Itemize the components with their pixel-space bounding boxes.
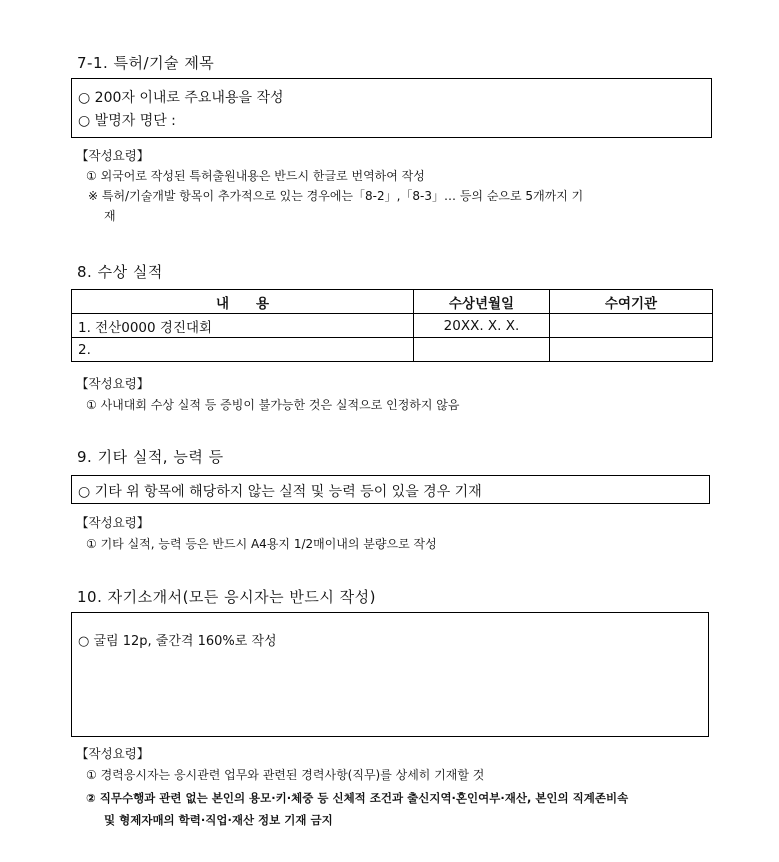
section-7-title: 7-1. 특허/기술 제목 bbox=[77, 54, 215, 72]
col-header-date: 수상년월일 bbox=[414, 290, 550, 314]
other-achievements-box[interactable] bbox=[71, 475, 710, 504]
guide-title-7: 【작성요령】 bbox=[76, 148, 150, 163]
guide-8-item-1: ① 사내대회 수상 실적 등 증빙이 불가능한 것은 실적으로 인정하지 않음 bbox=[86, 398, 460, 412]
section-9-title: 9. 기타 실적, 능력 등 bbox=[77, 448, 224, 466]
guide-10-item-2-line1: ② 직무수행과 관련 없는 본인의 용모·키·체중 등 신체적 조건과 출신지역·혼인여부·재산, 본인의 직계존비속 bbox=[86, 791, 629, 805]
guide-7-note-line1: ※ 특허/기술개발 항목이 추가적으로 있는 경우에는「8-2」,「8-3」… 등의 순으로 5개까지 기 bbox=[88, 189, 584, 203]
box-line-format: ○ 굴림 12p, 줄간격 160%로 작성 bbox=[78, 634, 277, 649]
patent-info-box[interactable] bbox=[71, 78, 712, 138]
cell-org[interactable] bbox=[550, 314, 713, 338]
section-10-title: 10. 자기소개서(모든 응시자는 반드시 작성) bbox=[77, 588, 376, 606]
table-header-row bbox=[72, 290, 713, 314]
awards-table bbox=[71, 289, 713, 362]
cell-date[interactable]: 20XX. X. X. bbox=[414, 314, 550, 338]
cell-org[interactable] bbox=[550, 338, 713, 362]
guide-10-item-2-line2: 및 형제자매의 학력·직업·재산 정보 기재 금지 bbox=[104, 813, 333, 827]
col-header-org: 수여기관 bbox=[550, 290, 713, 314]
col-header-content: 내 용 bbox=[72, 290, 414, 314]
self-introduction-box[interactable] bbox=[71, 612, 709, 737]
box-line-inventors: ○ 발명자 명단 : bbox=[78, 113, 176, 129]
cell-content[interactable]: 2. bbox=[72, 338, 414, 362]
section-8-title: 8. 수상 실적 bbox=[77, 263, 163, 281]
guide-title-8: 【작성요령】 bbox=[76, 376, 150, 391]
guide-title-9: 【작성요령】 bbox=[76, 515, 150, 530]
cell-content[interactable]: 1. 전산0000 경진대회 bbox=[72, 314, 414, 338]
guide-9-item-1: ① 기타 실적, 능력 등은 반드시 A4용지 1/2매이내의 분량으로 작성 bbox=[86, 537, 437, 551]
box-line-summary: ○ 200자 이내로 주요내용을 작성 bbox=[78, 90, 284, 106]
cell-date[interactable] bbox=[414, 338, 550, 362]
box-line-other: ○ 기타 위 항목에 해당하지 않는 실적 및 능력 등이 있을 경우 기재 bbox=[78, 484, 482, 500]
guide-7-item-1: ① 외국어로 작성된 특허출원내용은 반드시 한글로 번역하여 작성 bbox=[86, 169, 425, 183]
table-row bbox=[72, 338, 713, 362]
guide-title-10: 【작성요령】 bbox=[76, 746, 150, 761]
table-row bbox=[72, 314, 713, 338]
guide-10-item-1: ① 경력응시자는 응시관련 업무와 관련된 경력사항(직무)를 상세히 기재할 것 bbox=[86, 768, 485, 782]
guide-7-note-line2: 재 bbox=[104, 209, 116, 223]
